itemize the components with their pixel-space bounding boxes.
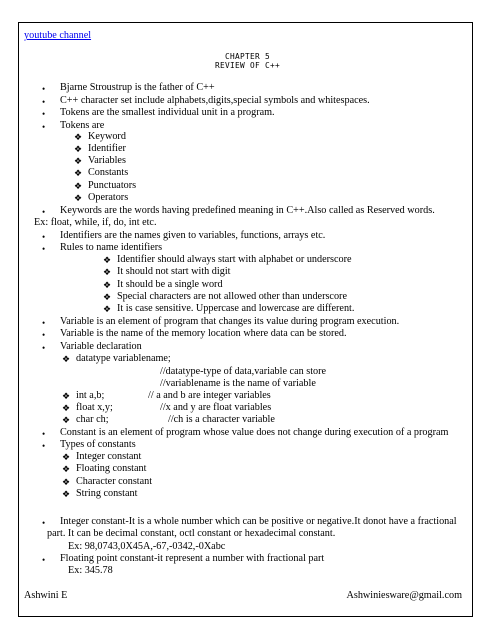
bullet-icon: •	[42, 122, 46, 132]
floating-constant-text: Floating point constant-it represent a number with fractional part	[60, 553, 325, 564]
declaration-comment: //datatype-type of data,variable can store	[160, 366, 327, 377]
diamond-bullet-icon: ❖	[62, 403, 71, 413]
diamond-bullet-icon: ❖	[103, 304, 112, 314]
identifiers-text: Identifiers are the names given to variables, functions, arrays etc.	[60, 230, 326, 241]
token-item: Operators	[88, 192, 129, 203]
type-item: Integer constant	[76, 451, 142, 462]
diamond-bullet-icon: ❖	[74, 144, 83, 154]
diamond-bullet-icon: ❖	[62, 489, 71, 499]
example-comment: //x and y are float variables	[160, 402, 272, 413]
keywords-text: Keywords are the words having predefined meaning in C++.Also called as Reserved words.	[60, 205, 435, 216]
bullet-icon: •	[42, 109, 46, 119]
chapter-subtitle: REVIEW OF C++	[215, 61, 280, 70]
example-code: char ch;	[76, 414, 109, 425]
bullet-text: C++ character set include alphabets,digits,special symbols and whitespaces.	[60, 95, 370, 106]
rule-item: Special characters are not allowed other than underscore	[117, 291, 347, 302]
diamond-bullet-icon: ❖	[103, 292, 112, 302]
rule-item: It should not start with digit	[117, 266, 231, 277]
declaration-syntax: datatype variablename;	[76, 353, 171, 364]
declaration-comment: //variablename is the name of variable	[160, 378, 316, 389]
diamond-bullet-icon: ❖	[74, 181, 83, 191]
variable-text: Variable is an element of program that changes its value during program execution.	[60, 316, 400, 327]
type-item: Floating constant	[76, 463, 147, 474]
bullet-icon: •	[42, 343, 46, 353]
bullet-icon: •	[42, 318, 46, 328]
type-item: Character constant	[76, 476, 153, 487]
diamond-bullet-icon: ❖	[62, 354, 71, 364]
diamond-bullet-icon: ❖	[74, 168, 83, 178]
diamond-bullet-icon: ❖	[103, 267, 112, 277]
footer-email: Ashwiniesware@gmail.com	[346, 590, 462, 601]
diamond-bullet-icon: ❖	[74, 156, 83, 166]
rule-item: It should be a single word	[117, 279, 223, 290]
diamond-bullet-icon: ❖	[103, 255, 112, 265]
rules-title: Rules to name identifiers	[60, 242, 163, 253]
youtube-channel-link[interactable]: youtube channel	[24, 30, 92, 41]
bullet-icon: •	[42, 518, 46, 528]
bullet-icon: •	[42, 244, 46, 254]
rule-item: Identifier should always start with alphabet or underscore	[117, 254, 352, 265]
rule-item: It is case sensitive. Uppercase and lowercase are different.	[117, 303, 355, 314]
keywords-examples: Ex: float, while, if, do, int etc.	[34, 217, 157, 228]
bullet-icon: •	[42, 330, 46, 340]
diamond-bullet-icon: ❖	[62, 452, 71, 462]
example-comment: //ch is a character variable	[168, 414, 275, 425]
diamond-bullet-icon: ❖	[62, 415, 71, 425]
bullet-icon: •	[42, 207, 46, 217]
token-item: Identifier	[88, 143, 126, 154]
bullet-icon: •	[42, 555, 46, 565]
diamond-bullet-icon: ❖	[62, 477, 71, 487]
bullet-icon: •	[42, 84, 46, 94]
bullet-icon: •	[42, 232, 46, 242]
token-item: Variables	[88, 155, 126, 166]
bullet-text: Tokens are	[60, 120, 105, 131]
example-code: int a,b;	[76, 390, 105, 401]
variable-text: Variable is the name of the memory location where data can be stored.	[60, 328, 347, 339]
type-item: String constant	[76, 488, 138, 499]
diamond-bullet-icon: ❖	[62, 391, 71, 401]
bullet-icon: •	[42, 97, 46, 107]
variable-text: Variable declaration	[60, 341, 142, 352]
bullet-icon: •	[42, 429, 46, 439]
footer-author: Ashwini E	[24, 590, 68, 601]
token-item: Punctuators	[88, 180, 137, 191]
bullet-text: Bjarne Stroustrup is the father of C++	[60, 82, 215, 93]
token-item: Constants	[88, 167, 129, 178]
types-title: Types of constants	[60, 439, 136, 450]
floating-constant-example: Ex: 345.78	[68, 565, 113, 576]
token-item: Keyword	[88, 131, 126, 142]
diamond-bullet-icon: ❖	[74, 193, 83, 203]
diamond-bullet-icon: ❖	[74, 132, 83, 142]
integer-constant-text: part. It can be decimal constant, octl constant or hexadecimal constant.	[47, 528, 336, 539]
diamond-bullet-icon: ❖	[103, 280, 112, 290]
bullet-text: Tokens are the smallest individual unit in a program.	[60, 107, 275, 118]
integer-constant-text: Integer constant-It is a whole number which can be positive or negative.It donot have a fractional	[60, 516, 457, 527]
example-code: float x,y;	[76, 402, 113, 413]
diamond-bullet-icon: ❖	[62, 464, 71, 474]
chapter-title: CHAPTER 5	[225, 52, 270, 61]
example-comment: // a and b are integer variables	[148, 390, 271, 401]
integer-constant-example: Ex: 98,0743,0X45A,-67,-0342,-0Xabc	[68, 541, 226, 552]
bullet-icon: •	[42, 441, 46, 451]
constant-text: Constant is an element of program whose value does not change during execution of a program	[60, 427, 449, 438]
